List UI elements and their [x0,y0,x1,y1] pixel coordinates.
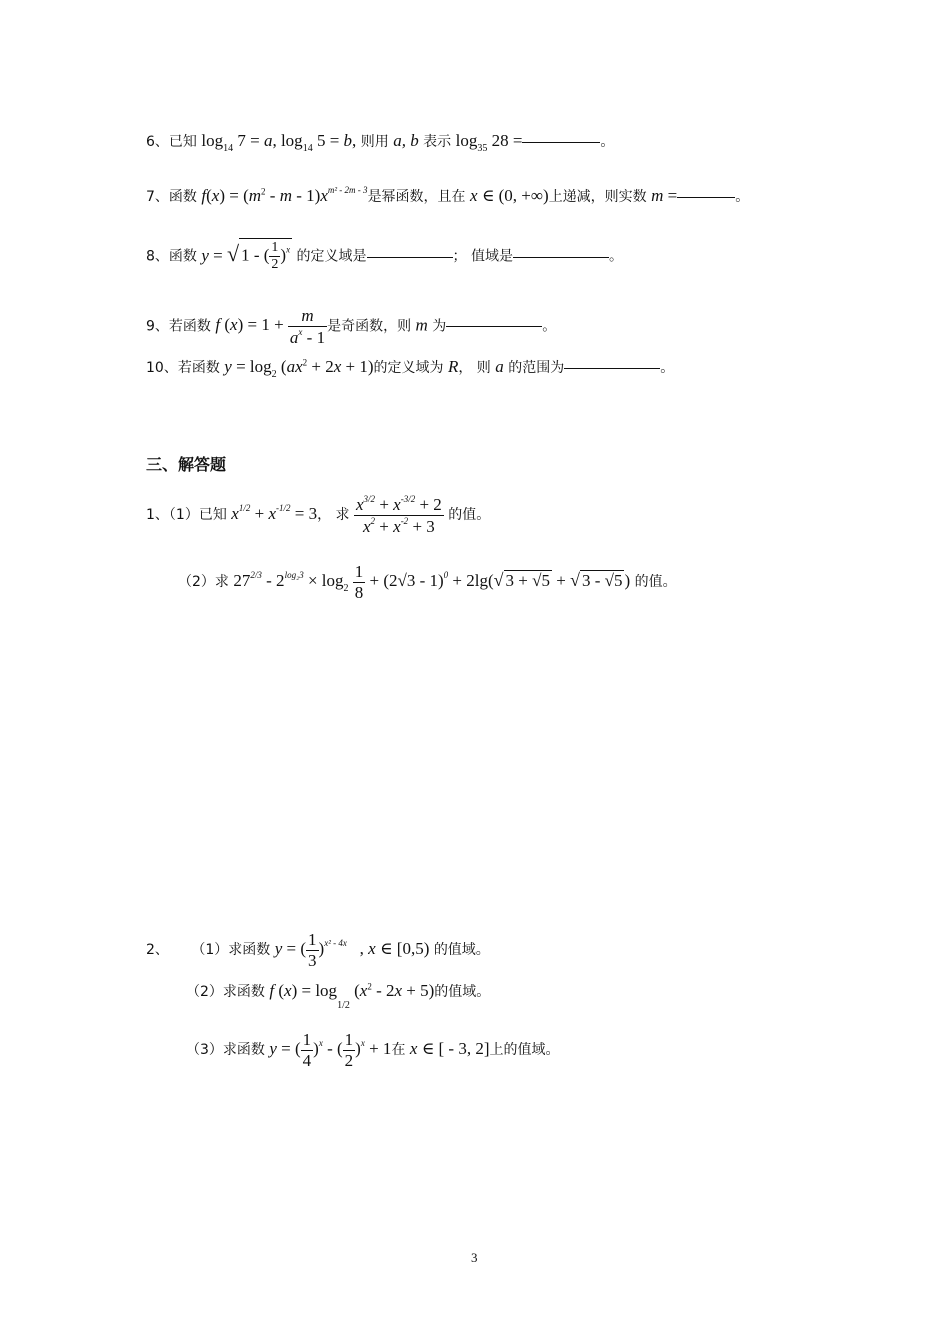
problem-6-then: 则用 [360,134,389,150]
answer-2-part-2 [186,982,490,1011]
problem-9-formula: f (x) = 1 + $\frac{m}{a^x - 1}$ [215,306,326,347]
answer-blank[interactable] [564,367,660,369]
answer-blank[interactable] [522,141,600,143]
problem-6-target: $\log_{35} 28$ = [455,131,523,154]
problem-9-mid2: 为 [432,318,447,335]
problem-9-end: 。 [542,318,557,335]
problem-6-formula: $\log_{14} 7 = a$, $\log_{14} 5 = b$, [201,131,357,154]
problem-10-mid1: 的定义域为 [373,360,444,376]
problem-6-end: 。 [600,134,615,150]
problem-7-end: 。 [735,189,750,205]
answer-blank[interactable] [677,196,735,198]
problem-6-vars: a, b [393,131,419,150]
problem-10-mid3: 的范围为 [508,360,565,376]
answer-blank-range[interactable] [513,256,609,258]
answer-2-function-1: y = ( $\frac{1}{3}$ )$^{x^2 - 4x}$ , x ∈ [0,5) [274,930,430,970]
problem-10-end: 。 [660,360,675,376]
answer-1-number: 1、 [146,507,169,524]
answer-1-suffix-2: 的值。 [634,573,677,590]
answer-2-interval-3: x ∈ [ - 3, 2] [409,1038,490,1058]
problem-10-formula: $y = \log_2 (ax^2 + 2x + 1)$ [224,357,374,380]
answer-1-ask: ， 求 [317,507,350,524]
answer-blank-domain[interactable] [367,256,453,258]
problem-9-mid1: 是奇函数，则 [327,318,412,335]
problem-8-mid1: 的定义域是 [296,248,367,265]
problem-8-formula: y = √ 1 - ( $\frac{1}{2}$ )$^x$ [201,240,291,273]
answer-2-part-1 [146,930,490,970]
problem-6 [146,132,614,154]
answer-2-part-3 [186,1030,560,1070]
answer-2-part1-label: （1）求函数 [191,941,271,958]
problem-9-number: 9、 [146,318,169,335]
problem-6-express: 表示 [423,134,452,150]
answer-1-expression-2: $27^{2/3} - 2^{log_23} \times \log_2$ $\frac{1}{8}$ + (2√3 - 1)$^0$ + 2lg(√ 3 + √5 + √ 3 - √5 ) [233,562,631,602]
answer-1-part-1 [146,494,490,536]
problem-8-lead: 函数 [168,248,197,265]
answer-2-suffix-3: 上的值域。 [489,1041,560,1058]
problem-8 [146,238,623,273]
problem-9-var: m [415,315,428,335]
section-heading: 三、解答题 [146,455,227,474]
problem-7-var: m [651,186,664,205]
answer-2-suffix-1: 的值域。 [433,941,490,958]
answer-2-number: 2、 [146,941,169,958]
problem-7-number: 7、 [146,189,169,205]
problem-7-mid2: 上递减，则实数 [548,189,647,205]
answer-2-function-3: y = ( $\frac{1}{4}$ )$^x$ - ( $\frac{1}{2}$ )$^x$ + 1 [269,1030,392,1070]
answer-blank[interactable] [446,325,542,327]
problem-10-number: 10、 [146,360,178,376]
answer-2-part2-label: （2）求函数 [186,984,265,1000]
problem-10-lead: 若函数 [177,360,220,376]
answer-2-part3-label: （3）求函数 [186,1041,265,1058]
problem-8-end: 。 [609,248,623,265]
answer-2-suffix-2: 的值域。 [434,984,491,1000]
problem-8-number: 8、 [146,248,169,265]
problem-10-var: a [495,357,504,376]
answer-1-part2-label: （2）求 [178,573,229,590]
problem-7-lead: 函数 [168,189,197,205]
problem-7-mid1: 是幂函数，且在 [367,189,466,205]
problem-10-set: R [447,357,459,376]
answer-2-function-2: f $(x) = \log_{1/2} (x^2 - 2x + 5)$ [269,981,435,1011]
page-number: 3 [471,1250,478,1265]
problem-7-interval: x ∈ (0, +∞) [470,186,549,205]
problem-7-formula: $f(x) = (m^2 - m - 1)x^{m^2 - 2m - 3}$ [201,185,368,205]
problem-10-mid2: ， 则 [458,360,491,376]
answer-1-expression: $\frac{x^{3/2} + x^{-3/2} + 2}{x^2 + x^{-2} + 3}$ [356,494,442,536]
problem-6-lead: 已知 [168,134,197,150]
problem-9 [146,306,556,347]
answer-1-part1-label: （1）已知 [168,507,227,524]
problem-10 [146,358,674,380]
problem-7: 7、函数 $f(x) = (m^2 - m - 1)x^{m^2 - 2m - 3}$是幂函数，且在 x ∈ (0, +∞)上递减，则实数 m = 。 [146,185,750,205]
problem-6-number: 6、 [146,134,169,150]
problem-8-mid2: ； 值域是 [452,248,513,265]
answer-1-part-2 [178,562,677,602]
answer-1-given: $x^{1/2} + x^{-1/2} = 3$ [231,503,318,524]
answer-1-suffix: 的值。 [448,507,491,524]
answer-2-zai: 在 [391,1041,406,1058]
problem-9-lead: 若函数 [168,318,211,335]
